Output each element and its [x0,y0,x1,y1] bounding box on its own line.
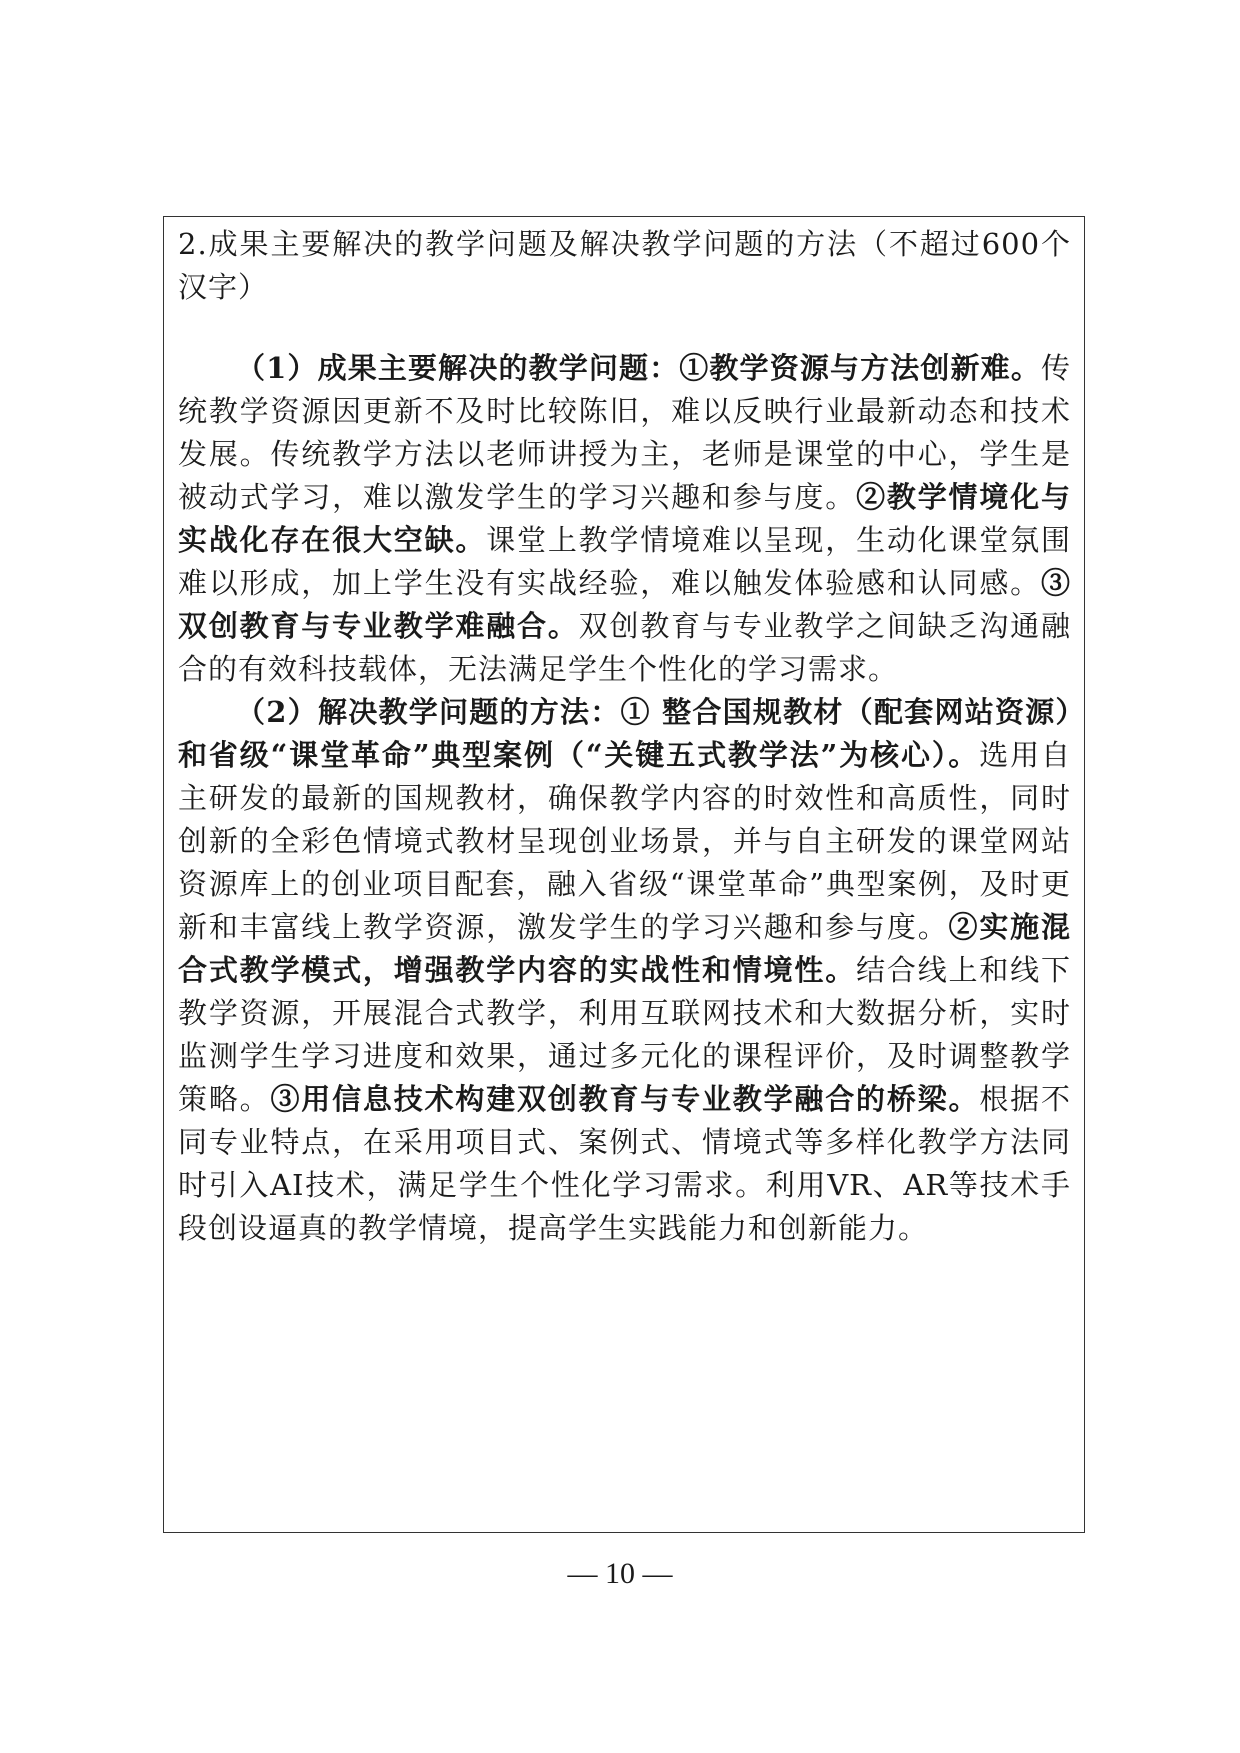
problem-2-text: 课堂上教学情境难以呈现，生动化课堂氛围难以形成，加上学生没有实战经验，难以触发体验感和认同感。 [178,523,1071,600]
problem-3-text: 双创教育与专业教学之间缺乏沟通融合的有效科技载体，无法满足学生个性化的学习需求。 [178,609,1071,686]
problem-2-title: ②教学情境化与实战化存在很大空缺。 [178,480,1071,557]
content-body [178,223,1071,1250]
problem-1-text: 传统教学资源因更新不及时比较陈旧，难以反映行业最新动态和技术发展。传统教学方法以老师讲授为主，老师是课堂的中心，学生是被动式学习，难以激发学生的学习兴趣和参与度。 [178,351,1071,514]
content-frame [163,216,1085,1533]
method-2-text: 结合线上和线下教学资源，开展混合式教学，利用互联网技术和大数据分析，实时监测学生学习进度和效果，通过多元化的课程评价，及时调整教学策略。 [178,953,1071,1116]
paragraph-problems [178,347,1071,691]
method-3-title: ③用信息技术构建双创教育与专业教学融合的桥梁。 [270,1082,980,1116]
method-2-title: ②实施混合式教学模式，增强教学内容的实战性和情境性。 [178,910,1071,987]
section-heading: 2.成果主要解决的教学问题及解决教学问题的方法（不超过600个汉字） [178,227,1071,304]
spacer [178,309,1071,347]
method-1-title: ① 整合国规教材（配套网站资源）和省级“课堂革命”典型案例（“关键五式教学法”为核心）。 [178,695,1071,772]
problem-3-title: ③双创教育与专业教学难融合。 [178,566,1071,643]
method-1-text: 选用自主研发的最新的国规教材，确保教学内容的时效性和高质性，同时创新的全彩色情境式教材呈现创业场景，并与自主研发的课堂网站资源库上的创业项目配套，融入省级“课堂革命”典型案例，及时更新和丰富线上教学资源，激发学生的学习兴趣和参与度。 [178,738,1071,944]
problem-1-title: ①教学资源与方法创新难。 [679,351,1041,385]
methods-lead: （2）解决教学问题的方法： [236,695,621,729]
method-3-text: 根据不同专业特点，在采用项目式、案例式、情境式等多样化教学方法同时引入AI技术，满足学生个性化学习需求。利用VR、AR等技术手段创设逼真的教学情境，提高学生实践能力和创新能力。 [178,1082,1071,1245]
page-number: — 10 — [567,1557,673,1590]
problems-lead: （1）成果主要解决的教学问题： [236,351,680,385]
paragraph-methods [178,691,1071,1250]
